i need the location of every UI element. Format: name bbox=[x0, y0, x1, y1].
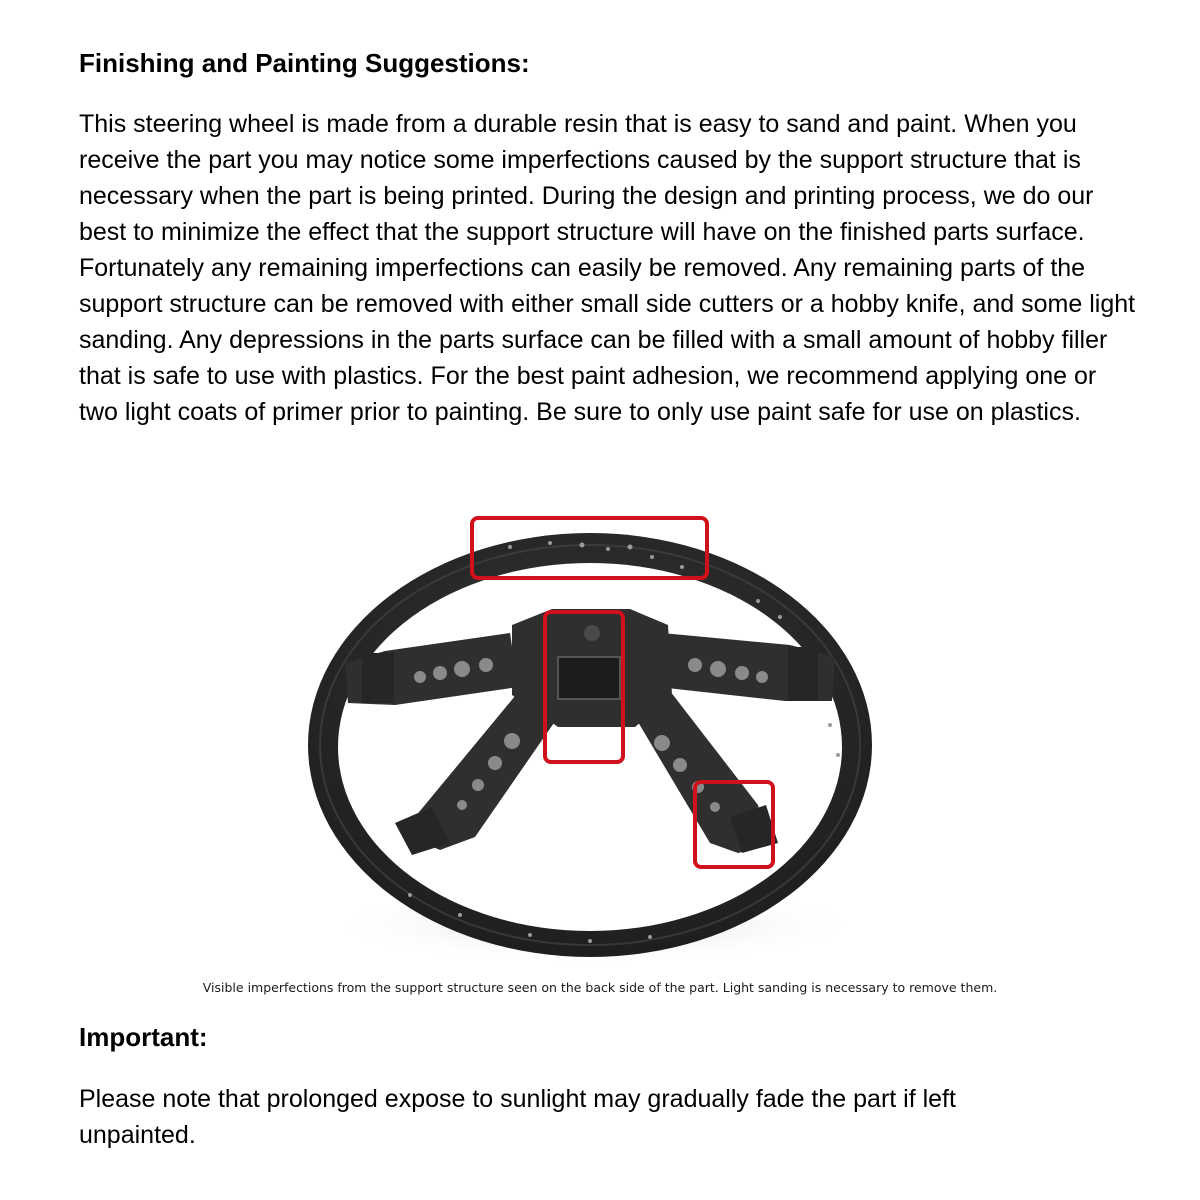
important-paragraph: Please note that prolonged expose to sunlight may gradually fade the part if left unpainted. bbox=[79, 1085, 956, 1149]
hub-recess bbox=[558, 657, 620, 699]
hub-hole bbox=[584, 625, 600, 641]
figure-caption: Visible imperfections from the support structure seen on the back side of the part. Light sanding is necessary to remove them. bbox=[202, 980, 998, 995]
finishing-paragraph: This steering wheel is made from a durable resin that is easy to sand and paint. When you receive the part you may notice some imperfections caused by the support structure that is necessary when the part is being printed. During the design and printing process, we do our best to minimize the effect that the support structure will have on the finished parts surface. Fortunately any remaining imperfections can easily be removed. Any remaining parts of the support structure can be removed with either small side cutters or a hobby knife, and some light sanding. Any depressions in the parts surface can be filled with a small amount of hobby filler that is safe to use with plastics. For the best paint adhesion, we recommend applying one or two light coats of primer prior to painting. Be sure to only use paint safe for use on plastics. bbox=[79, 110, 1136, 426]
wheel-rim bbox=[308, 533, 872, 957]
steering-wheel-photo bbox=[290, 505, 910, 965]
important-heading: Important: bbox=[79, 1022, 208, 1052]
steering-wheel-illustration bbox=[290, 505, 910, 965]
finishing-heading: Finishing and Painting Suggestions: bbox=[79, 48, 530, 78]
